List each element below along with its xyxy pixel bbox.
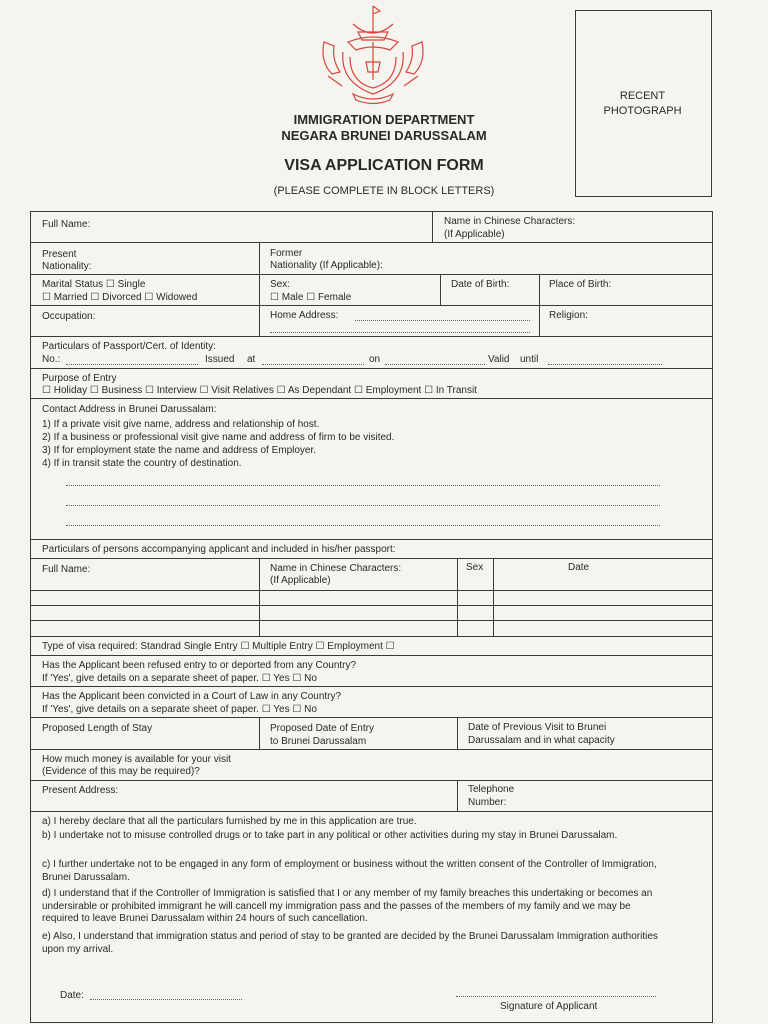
telephone-label: Telephone [468, 784, 515, 795]
refused-options: If 'Yes', give details on a separate sheet of paper. ☐ Yes ☐ No [42, 673, 317, 684]
form-title: VISA APPLICATION FORM [284, 157, 484, 174]
previous-visit-label-2: Darussalam and in what capacity [468, 735, 615, 746]
passport-at-label: at [247, 354, 256, 365]
marital-status-options: ☐ Married ☐ Divorced ☐ Widowed [42, 292, 198, 303]
passport-label: Particulars of Passport/Cert. of Identity: [42, 341, 216, 352]
passport-valid-label: Valid [488, 354, 510, 365]
passport-until-label: until [520, 354, 539, 365]
chinese-name-label: Name in Chinese Characters: [444, 216, 576, 227]
chinese-name-note: (If Applicable) [444, 229, 505, 240]
passport-on-label: on [369, 354, 381, 365]
form-instruction: (PLEASE COMPLETE IN BLOCK LETTERS) [273, 185, 495, 197]
accompanying-label: Particulars of persons accompanying applicant and included in his/her passport: [42, 544, 396, 555]
present-address-label: Present Address: [42, 785, 119, 796]
marital-status-label: Marital Status ☐ Single [42, 279, 146, 290]
purpose-options: ☐ Holiday ☐ Business ☐ Interview ☐ Visit Relatives ☐ As Dependant ☐ Employment ☐ In Transit [42, 385, 477, 396]
occupation-label: Occupation: [42, 311, 96, 322]
previous-visit-label: Date of Previous Visit to Brunei [468, 722, 607, 733]
declaration-d: d) I understand that if the Controller of Immigration is satisfied that I or any member of my family breaches this undertaking or becomes an undersirable or prohibited immigrant he will cancell my immigration pass and the passes of the members of my family and we may be required to leave Brunei Darussalam within 24 hours of such cancellation. [42, 888, 653, 924]
home-address-label: Home Address: [270, 310, 339, 321]
declaration-a: a) I hereby declare that all the particulars furnished by me in this application are true. [42, 816, 417, 827]
telephone-label-2: Number: [468, 797, 507, 808]
contact-address-label: Contact Address in Brunei Darussalam: [42, 404, 217, 415]
present-nationality-label-2: Nationality: [42, 261, 92, 272]
entry-date-label: Proposed Date of Entry [270, 723, 374, 734]
religion-label: Religion: [549, 310, 588, 321]
brunei-crest-icon [318, 2, 428, 107]
passport-issued-label: Issued [205, 354, 235, 365]
sex-options: ☐ Male ☐ Female [270, 292, 352, 303]
contact-instruction-3: 3) If for employment state the name and address of Employer. [42, 445, 317, 456]
former-nationality-label-2: Nationality (If Applicable): [270, 260, 383, 271]
accompanying-sex-header: Sex [466, 562, 484, 573]
former-nationality-label: Former [270, 248, 303, 259]
full-name-label: Full Name: [42, 219, 91, 230]
date-of-birth-label: Date of Birth: [451, 279, 510, 290]
department-name: IMMIGRATION DEPARTMENT [293, 112, 475, 127]
declaration-b: b) I undertake not to misuse controlled drugs or to take part in any political or other activities during my stay in Brunei Darussalam. [42, 830, 618, 841]
contact-instruction-4: 4) If in transit state the country of destination. [42, 458, 242, 469]
accompanying-chinese-name-note: (If Applicable) [270, 575, 331, 586]
photo-label-line2: PHOTOGRAPH [603, 105, 682, 117]
accompanying-date-header: Date [568, 562, 590, 573]
accompanying-full-name-header: Full Name: [42, 564, 91, 575]
declaration-c: c) I further undertake not to be engaged in any form of employment or business without the written consent of the Controller of Immigration, Brunei Darussalam. [42, 859, 657, 883]
country-name: NEGARA BRUNEI DARUSSALAM [281, 128, 487, 143]
convicted-question: Has the Applicant been convicted in a Court of Law in any Country? [42, 691, 342, 702]
sex-label: Sex: [270, 279, 291, 290]
date-label: Date: [60, 990, 84, 1001]
money-note: (Evidence of this may be required)? [42, 766, 200, 777]
passport-no-label: No.: [42, 354, 61, 365]
entry-date-label-2: to Brunei Darussalam [270, 736, 367, 747]
signature-label: Signature of Applicant [500, 1001, 598, 1012]
contact-instruction-2: 2) If a business or professional visit give name and address of firm to be visited. [42, 432, 395, 443]
place-of-birth-label: Place of Birth: [549, 279, 612, 290]
photo-label-line1: RECENT [619, 90, 666, 102]
visa-type-label: Type of visa required: Standrad Single Entry ☐ Multiple Entry ☐ Employment ☐ [42, 641, 395, 652]
money-question: How much money is available for your visit [42, 754, 231, 765]
accompanying-chinese-name-header: Name in Chinese Characters: [270, 563, 402, 574]
length-of-stay-label: Proposed Length of Stay [42, 723, 153, 734]
convicted-options: If 'Yes', give details on a separate sheet of paper. ☐ Yes ☐ No [42, 704, 317, 715]
declaration-e: e) Also, I understand that immigration status and period of stay to be granted are decided by the Brunei Darussalam Immigration authorities upon my arrival. [42, 931, 658, 955]
contact-instruction-1: 1) If a private visit give name, address and relationship of host. [42, 419, 320, 430]
refused-question: Has the Applicant been refused entry to or deported from any Country? [42, 660, 357, 671]
purpose-label: Purpose of Entry [42, 373, 117, 384]
present-nationality-label: Present [42, 249, 77, 260]
